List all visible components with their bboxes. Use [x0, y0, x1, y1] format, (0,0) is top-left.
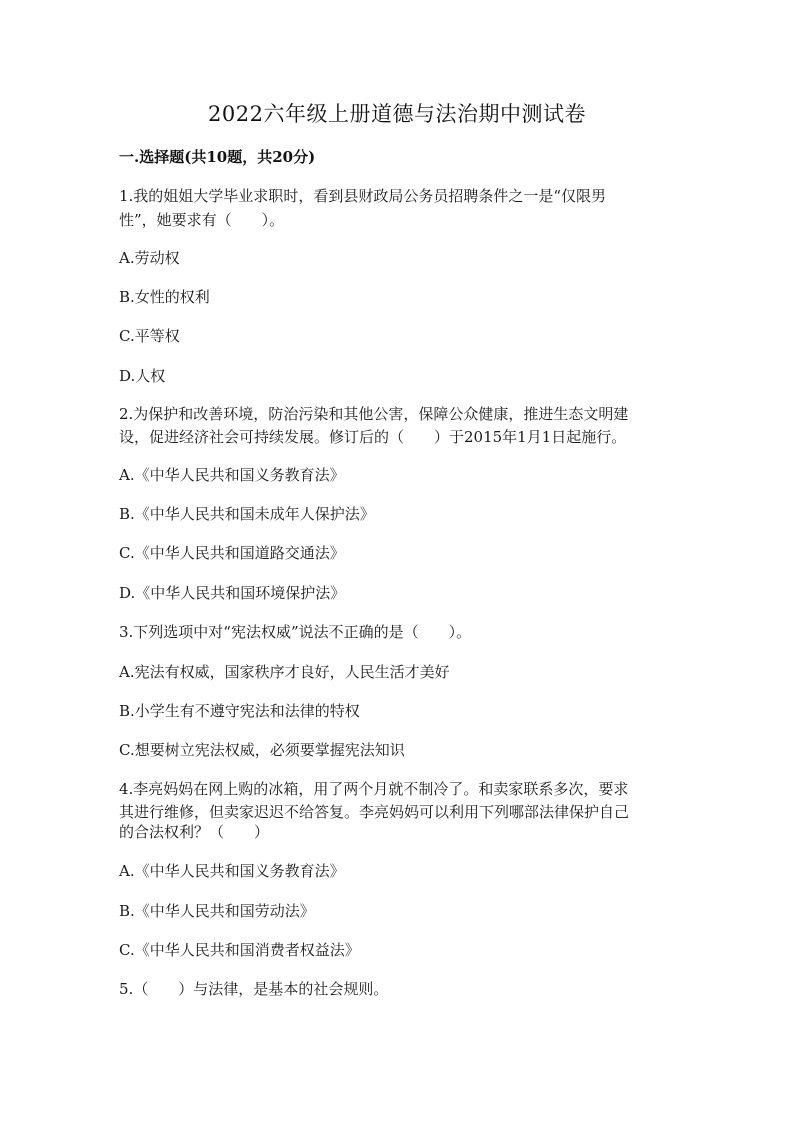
question-3-option-a: A.宪法有权威，国家秩序才良好，人民生活才美好 [119, 663, 450, 681]
question-2-option-c: C.《中华人民共和国道路交通法》 [119, 544, 345, 562]
question-3-line-1: 3.下列选项中对“宪法权威”说法不正确的是（ ）。 [119, 623, 472, 641]
question-1-line-1: 1.我的姐姐大学毕业求职时，看到县财政局公务员招聘条件之一是“仅限男 [119, 187, 606, 205]
question-4-line-1: 4.李亮妈妈在网上购的冰箱，用了两个月就不制冷了。和卖家联系多次，要求 [119, 780, 629, 798]
question-1-option-c: C.平等权 [119, 327, 180, 345]
question-4-line-2: 其进行维修，但卖家迟迟不给答复。李亮妈妈可以利用下列哪部法律保护自己 [119, 803, 630, 821]
section-heading: 一.选择题(共10题，共20分) [119, 148, 316, 166]
question-5-line-1: 5.（ ）与法律，是基本的社会规则。 [119, 980, 389, 998]
question-4-line-3: 的合法权利？（ ） [119, 823, 270, 841]
question-1-line-2: 性”，她要求有（ ）。 [119, 211, 285, 229]
question-3-option-c: C.想要树立宪法权威，必须要掌握宪法知识 [119, 741, 405, 759]
page-title: 2022六年级上册道德与法治期中测试卷 [208, 102, 586, 126]
question-1-option-d: D.人权 [119, 367, 166, 385]
question-4-option-a: A.《中华人民共和国义务教育法》 [119, 862, 345, 880]
question-2-line-2: 设，促进经济社会可持续发展。修订后的（ ）于2015年1月1日起施行。 [119, 428, 627, 446]
question-2-line-1: 2.为保护和改善环境，防治污染和其他公害，保障公众健康，推进生态文明建 [119, 405, 629, 423]
question-4-option-b: B.《中华人民共和国劳动法》 [119, 902, 315, 920]
question-2-option-d: D.《中华人民共和国环境保护法》 [119, 584, 346, 602]
question-1-option-b: B.女性的权利 [119, 288, 210, 306]
question-1-option-a: A.劳动权 [119, 249, 180, 267]
question-4-option-c: C.《中华人民共和国消费者权益法》 [119, 941, 360, 959]
question-2-option-a: A.《中华人民共和国义务教育法》 [119, 466, 345, 484]
question-3-option-b: B.小学生有不遵守宪法和法律的特权 [119, 702, 360, 720]
question-2-option-b: B.《中华人民共和国未成年人保护法》 [119, 505, 375, 523]
